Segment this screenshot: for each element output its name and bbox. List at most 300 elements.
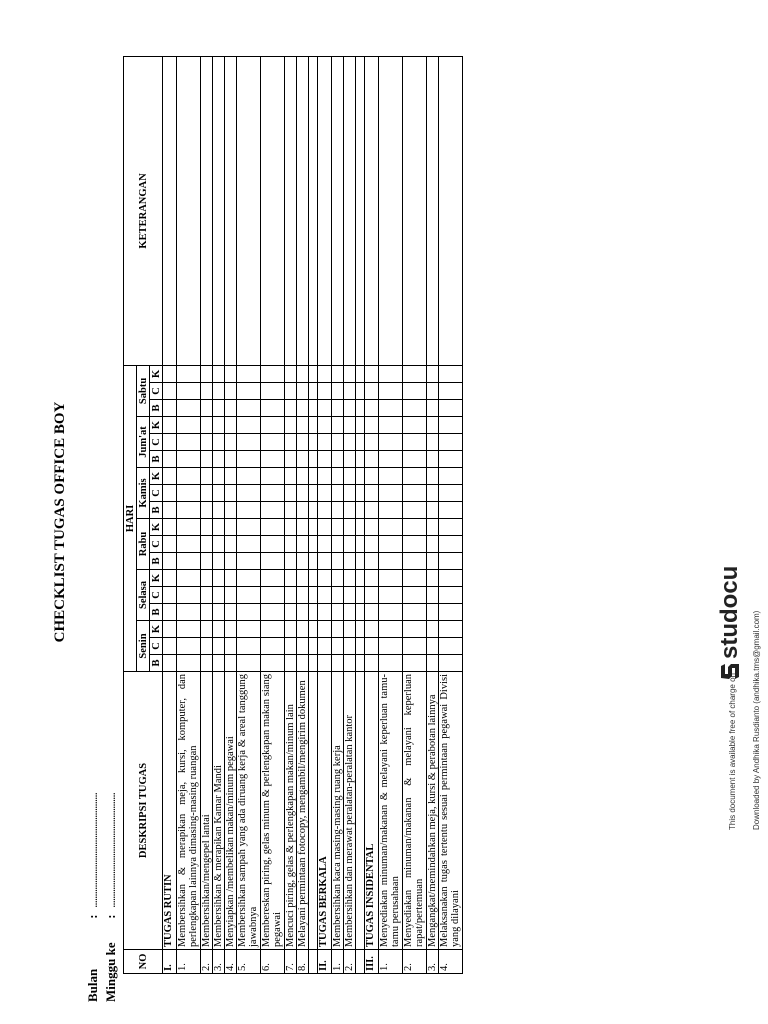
check-box[interactable] xyxy=(261,587,285,604)
check-box[interactable] xyxy=(237,383,261,400)
keterangan-cell[interactable] xyxy=(237,56,261,365)
check-box[interactable] xyxy=(237,655,261,672)
check-box[interactable] xyxy=(213,519,225,536)
check-box[interactable] xyxy=(332,570,344,587)
check-box[interactable] xyxy=(213,365,225,382)
check-box[interactable] xyxy=(163,621,177,638)
check-box[interactable] xyxy=(177,519,201,536)
check-box[interactable] xyxy=(356,621,365,638)
check-box[interactable] xyxy=(225,604,237,621)
check-box[interactable] xyxy=(427,383,439,400)
check-box[interactable] xyxy=(439,451,463,468)
check-box[interactable] xyxy=(163,485,177,502)
check-box[interactable] xyxy=(427,451,439,468)
check-box[interactable] xyxy=(213,485,225,502)
check-box[interactable] xyxy=(365,587,379,604)
check-box[interactable] xyxy=(297,638,309,655)
check-box[interactable] xyxy=(365,519,379,536)
check-box[interactable] xyxy=(403,519,427,536)
check-box[interactable] xyxy=(177,485,201,502)
check-box[interactable] xyxy=(237,451,261,468)
check-box[interactable] xyxy=(379,536,403,553)
check-box[interactable] xyxy=(297,400,309,417)
check-box[interactable] xyxy=(201,553,213,570)
check-box[interactable] xyxy=(237,519,261,536)
check-box[interactable] xyxy=(427,502,439,519)
check-box[interactable] xyxy=(163,365,177,382)
check-box[interactable] xyxy=(318,621,332,638)
check-box[interactable] xyxy=(427,604,439,621)
check-box[interactable] xyxy=(309,451,318,468)
check-box[interactable] xyxy=(297,570,309,587)
check-box[interactable] xyxy=(365,553,379,570)
check-box[interactable] xyxy=(309,638,318,655)
check-box[interactable] xyxy=(163,519,177,536)
check-box[interactable] xyxy=(163,502,177,519)
check-box[interactable] xyxy=(403,434,427,451)
check-box[interactable] xyxy=(201,417,213,434)
check-box[interactable] xyxy=(379,485,403,502)
check-box[interactable] xyxy=(261,434,285,451)
check-box[interactable] xyxy=(261,536,285,553)
check-box[interactable] xyxy=(344,519,356,536)
check-box[interactable] xyxy=(261,519,285,536)
check-box[interactable] xyxy=(332,400,344,417)
check-box[interactable] xyxy=(237,536,261,553)
check-box[interactable] xyxy=(297,502,309,519)
check-box[interactable] xyxy=(163,553,177,570)
check-box[interactable] xyxy=(201,536,213,553)
check-box[interactable] xyxy=(285,604,297,621)
check-box[interactable] xyxy=(427,536,439,553)
check-box[interactable] xyxy=(318,536,332,553)
check-box[interactable] xyxy=(213,434,225,451)
keterangan-cell[interactable] xyxy=(261,56,285,365)
check-box[interactable] xyxy=(379,468,403,485)
check-box[interactable] xyxy=(177,502,201,519)
check-box[interactable] xyxy=(403,485,427,502)
check-box[interactable] xyxy=(365,485,379,502)
check-box[interactable] xyxy=(332,365,344,382)
check-box[interactable] xyxy=(177,365,201,382)
check-box[interactable] xyxy=(439,468,463,485)
check-box[interactable] xyxy=(365,468,379,485)
keterangan-cell[interactable] xyxy=(427,56,439,365)
check-box[interactable] xyxy=(225,587,237,604)
check-box[interactable] xyxy=(297,434,309,451)
check-box[interactable] xyxy=(309,485,318,502)
check-box[interactable] xyxy=(237,434,261,451)
check-box[interactable] xyxy=(439,502,463,519)
keterangan-cell[interactable] xyxy=(318,56,332,365)
check-box[interactable] xyxy=(213,400,225,417)
keterangan-cell[interactable] xyxy=(439,56,463,365)
check-box[interactable] xyxy=(403,621,427,638)
check-box[interactable] xyxy=(163,400,177,417)
check-box[interactable] xyxy=(427,400,439,417)
check-box[interactable] xyxy=(225,621,237,638)
check-box[interactable] xyxy=(439,434,463,451)
check-box[interactable] xyxy=(237,553,261,570)
check-box[interactable] xyxy=(427,570,439,587)
check-box[interactable] xyxy=(285,365,297,382)
check-box[interactable] xyxy=(201,502,213,519)
check-box[interactable] xyxy=(237,468,261,485)
check-box[interactable] xyxy=(261,451,285,468)
check-box[interactable] xyxy=(285,655,297,672)
check-box[interactable] xyxy=(356,468,365,485)
check-box[interactable] xyxy=(403,604,427,621)
check-box[interactable] xyxy=(318,655,332,672)
keterangan-cell[interactable] xyxy=(163,56,177,365)
check-box[interactable] xyxy=(177,655,201,672)
check-box[interactable] xyxy=(285,570,297,587)
check-box[interactable] xyxy=(356,655,365,672)
check-box[interactable] xyxy=(356,400,365,417)
check-box[interactable] xyxy=(365,536,379,553)
check-box[interactable] xyxy=(285,519,297,536)
check-box[interactable] xyxy=(356,485,365,502)
check-box[interactable] xyxy=(237,365,261,382)
check-box[interactable] xyxy=(163,587,177,604)
check-box[interactable] xyxy=(261,638,285,655)
check-box[interactable] xyxy=(225,365,237,382)
check-box[interactable] xyxy=(237,621,261,638)
check-box[interactable] xyxy=(332,638,344,655)
check-box[interactable] xyxy=(439,417,463,434)
keterangan-cell[interactable] xyxy=(332,56,344,365)
check-box[interactable] xyxy=(403,587,427,604)
check-box[interactable] xyxy=(356,502,365,519)
check-box[interactable] xyxy=(344,400,356,417)
check-box[interactable] xyxy=(356,365,365,382)
check-box[interactable] xyxy=(201,451,213,468)
check-box[interactable] xyxy=(297,365,309,382)
check-box[interactable] xyxy=(403,468,427,485)
check-box[interactable] xyxy=(318,451,332,468)
check-box[interactable] xyxy=(439,536,463,553)
check-box[interactable] xyxy=(344,655,356,672)
check-box[interactable] xyxy=(213,587,225,604)
check-box[interactable] xyxy=(177,638,201,655)
check-box[interactable] xyxy=(237,502,261,519)
keterangan-cell[interactable] xyxy=(201,56,213,365)
check-box[interactable] xyxy=(261,655,285,672)
check-box[interactable] xyxy=(332,536,344,553)
check-box[interactable] xyxy=(261,468,285,485)
check-box[interactable] xyxy=(201,365,213,382)
check-box[interactable] xyxy=(201,587,213,604)
check-box[interactable] xyxy=(163,434,177,451)
check-box[interactable] xyxy=(356,604,365,621)
check-box[interactable] xyxy=(427,519,439,536)
keterangan-cell[interactable] xyxy=(403,56,427,365)
check-box[interactable] xyxy=(261,417,285,434)
check-box[interactable] xyxy=(285,400,297,417)
keterangan-cell[interactable] xyxy=(309,56,318,365)
check-box[interactable] xyxy=(309,621,318,638)
check-box[interactable] xyxy=(379,383,403,400)
check-box[interactable] xyxy=(177,468,201,485)
check-box[interactable] xyxy=(318,485,332,502)
check-box[interactable] xyxy=(427,638,439,655)
check-box[interactable] xyxy=(344,587,356,604)
check-box[interactable] xyxy=(297,485,309,502)
check-box[interactable] xyxy=(297,519,309,536)
check-box[interactable] xyxy=(332,604,344,621)
check-box[interactable] xyxy=(332,502,344,519)
check-box[interactable] xyxy=(365,655,379,672)
check-box[interactable] xyxy=(344,536,356,553)
check-box[interactable] xyxy=(332,553,344,570)
check-box[interactable] xyxy=(379,655,403,672)
check-box[interactable] xyxy=(163,604,177,621)
check-box[interactable] xyxy=(403,553,427,570)
check-box[interactable] xyxy=(237,570,261,587)
check-box[interactable] xyxy=(379,400,403,417)
check-box[interactable] xyxy=(439,485,463,502)
check-box[interactable] xyxy=(177,587,201,604)
check-box[interactable] xyxy=(297,587,309,604)
check-box[interactable] xyxy=(344,365,356,382)
studocu-logo[interactable] xyxy=(716,566,744,680)
check-box[interactable] xyxy=(318,365,332,382)
check-box[interactable] xyxy=(285,434,297,451)
check-box[interactable] xyxy=(439,519,463,536)
check-box[interactable] xyxy=(403,502,427,519)
check-box[interactable] xyxy=(163,451,177,468)
keterangan-cell[interactable] xyxy=(285,56,297,365)
check-box[interactable] xyxy=(309,570,318,587)
check-box[interactable] xyxy=(332,468,344,485)
check-box[interactable] xyxy=(261,502,285,519)
check-box[interactable] xyxy=(309,383,318,400)
check-box[interactable] xyxy=(356,434,365,451)
check-box[interactable] xyxy=(177,451,201,468)
check-box[interactable] xyxy=(439,570,463,587)
check-box[interactable] xyxy=(365,400,379,417)
check-box[interactable] xyxy=(318,638,332,655)
check-box[interactable] xyxy=(403,400,427,417)
check-box[interactable] xyxy=(379,434,403,451)
check-box[interactable] xyxy=(318,468,332,485)
check-box[interactable] xyxy=(225,502,237,519)
check-box[interactable] xyxy=(365,383,379,400)
check-box[interactable] xyxy=(201,400,213,417)
check-box[interactable] xyxy=(379,417,403,434)
check-box[interactable] xyxy=(213,553,225,570)
check-box[interactable] xyxy=(285,417,297,434)
check-box[interactable] xyxy=(427,365,439,382)
check-box[interactable] xyxy=(261,365,285,382)
check-box[interactable] xyxy=(439,365,463,382)
check-box[interactable] xyxy=(201,434,213,451)
check-box[interactable] xyxy=(177,383,201,400)
check-box[interactable] xyxy=(365,604,379,621)
check-box[interactable] xyxy=(201,604,213,621)
check-box[interactable] xyxy=(439,400,463,417)
check-box[interactable] xyxy=(163,536,177,553)
check-box[interactable] xyxy=(318,604,332,621)
check-box[interactable] xyxy=(213,570,225,587)
check-box[interactable] xyxy=(344,553,356,570)
check-box[interactable] xyxy=(439,621,463,638)
check-box[interactable] xyxy=(225,417,237,434)
check-box[interactable] xyxy=(403,638,427,655)
check-box[interactable] xyxy=(344,451,356,468)
keterangan-cell[interactable] xyxy=(365,56,379,365)
check-box[interactable] xyxy=(177,434,201,451)
check-box[interactable] xyxy=(309,502,318,519)
check-box[interactable] xyxy=(237,604,261,621)
check-box[interactable] xyxy=(225,468,237,485)
check-box[interactable] xyxy=(356,451,365,468)
check-box[interactable] xyxy=(365,502,379,519)
check-box[interactable] xyxy=(177,570,201,587)
check-box[interactable] xyxy=(237,638,261,655)
check-box[interactable] xyxy=(332,383,344,400)
check-box[interactable] xyxy=(285,621,297,638)
check-box[interactable] xyxy=(356,417,365,434)
check-box[interactable] xyxy=(332,621,344,638)
check-box[interactable] xyxy=(297,383,309,400)
check-box[interactable] xyxy=(318,519,332,536)
check-box[interactable] xyxy=(237,400,261,417)
check-box[interactable] xyxy=(403,451,427,468)
check-box[interactable] xyxy=(309,655,318,672)
check-box[interactable] xyxy=(356,587,365,604)
check-box[interactable] xyxy=(356,553,365,570)
check-box[interactable] xyxy=(332,485,344,502)
check-box[interactable] xyxy=(261,553,285,570)
check-box[interactable] xyxy=(177,553,201,570)
check-box[interactable] xyxy=(297,604,309,621)
check-box[interactable] xyxy=(201,519,213,536)
keterangan-cell[interactable] xyxy=(297,56,309,365)
check-box[interactable] xyxy=(163,570,177,587)
check-box[interactable] xyxy=(365,365,379,382)
check-box[interactable] xyxy=(318,417,332,434)
check-box[interactable] xyxy=(403,655,427,672)
check-box[interactable] xyxy=(225,400,237,417)
check-box[interactable] xyxy=(309,604,318,621)
check-box[interactable] xyxy=(403,383,427,400)
keterangan-cell[interactable] xyxy=(344,56,356,365)
check-box[interactable] xyxy=(285,587,297,604)
check-box[interactable] xyxy=(309,536,318,553)
check-box[interactable] xyxy=(177,536,201,553)
check-box[interactable] xyxy=(427,485,439,502)
check-box[interactable] xyxy=(225,638,237,655)
check-box[interactable] xyxy=(379,451,403,468)
check-box[interactable] xyxy=(344,570,356,587)
check-box[interactable] xyxy=(356,638,365,655)
check-box[interactable] xyxy=(427,553,439,570)
check-box[interactable] xyxy=(297,621,309,638)
check-box[interactable] xyxy=(344,604,356,621)
check-box[interactable] xyxy=(344,383,356,400)
check-box[interactable] xyxy=(213,383,225,400)
check-box[interactable] xyxy=(285,638,297,655)
keterangan-cell[interactable] xyxy=(356,56,365,365)
check-box[interactable] xyxy=(379,519,403,536)
check-box[interactable] xyxy=(201,621,213,638)
check-box[interactable] xyxy=(379,587,403,604)
check-box[interactable] xyxy=(379,365,403,382)
check-box[interactable] xyxy=(344,621,356,638)
check-box[interactable] xyxy=(225,536,237,553)
check-box[interactable] xyxy=(225,553,237,570)
check-box[interactable] xyxy=(427,417,439,434)
check-box[interactable] xyxy=(213,638,225,655)
check-box[interactable] xyxy=(309,468,318,485)
check-box[interactable] xyxy=(285,485,297,502)
check-box[interactable] xyxy=(318,383,332,400)
check-box[interactable] xyxy=(344,485,356,502)
check-box[interactable] xyxy=(309,434,318,451)
check-box[interactable] xyxy=(332,587,344,604)
check-box[interactable] xyxy=(379,502,403,519)
check-box[interactable] xyxy=(163,638,177,655)
check-box[interactable] xyxy=(225,519,237,536)
check-box[interactable] xyxy=(213,502,225,519)
check-box[interactable] xyxy=(439,553,463,570)
check-box[interactable] xyxy=(261,383,285,400)
check-box[interactable] xyxy=(318,400,332,417)
check-box[interactable] xyxy=(225,434,237,451)
check-box[interactable] xyxy=(427,468,439,485)
check-box[interactable] xyxy=(365,570,379,587)
check-box[interactable] xyxy=(213,468,225,485)
check-box[interactable] xyxy=(213,451,225,468)
check-box[interactable] xyxy=(261,621,285,638)
check-box[interactable] xyxy=(297,451,309,468)
check-box[interactable] xyxy=(177,417,201,434)
keterangan-cell[interactable] xyxy=(225,56,237,365)
check-box[interactable] xyxy=(285,502,297,519)
check-box[interactable] xyxy=(379,638,403,655)
check-box[interactable] xyxy=(318,553,332,570)
check-box[interactable] xyxy=(163,655,177,672)
check-box[interactable] xyxy=(356,383,365,400)
check-box[interactable] xyxy=(365,434,379,451)
check-box[interactable] xyxy=(163,417,177,434)
check-box[interactable] xyxy=(344,468,356,485)
check-box[interactable] xyxy=(213,621,225,638)
check-box[interactable] xyxy=(365,621,379,638)
check-box[interactable] xyxy=(332,655,344,672)
keterangan-cell[interactable] xyxy=(177,56,201,365)
check-box[interactable] xyxy=(297,536,309,553)
check-box[interactable] xyxy=(201,485,213,502)
check-box[interactable] xyxy=(309,417,318,434)
check-box[interactable] xyxy=(427,434,439,451)
check-box[interactable] xyxy=(201,655,213,672)
check-box[interactable] xyxy=(261,604,285,621)
check-box[interactable] xyxy=(427,587,439,604)
check-box[interactable] xyxy=(201,638,213,655)
check-box[interactable] xyxy=(261,400,285,417)
check-box[interactable] xyxy=(297,655,309,672)
check-box[interactable] xyxy=(213,536,225,553)
check-box[interactable] xyxy=(403,365,427,382)
check-box[interactable] xyxy=(309,587,318,604)
check-box[interactable] xyxy=(439,655,463,672)
check-box[interactable] xyxy=(318,570,332,587)
check-box[interactable] xyxy=(309,400,318,417)
check-box[interactable] xyxy=(163,468,177,485)
check-box[interactable] xyxy=(309,519,318,536)
